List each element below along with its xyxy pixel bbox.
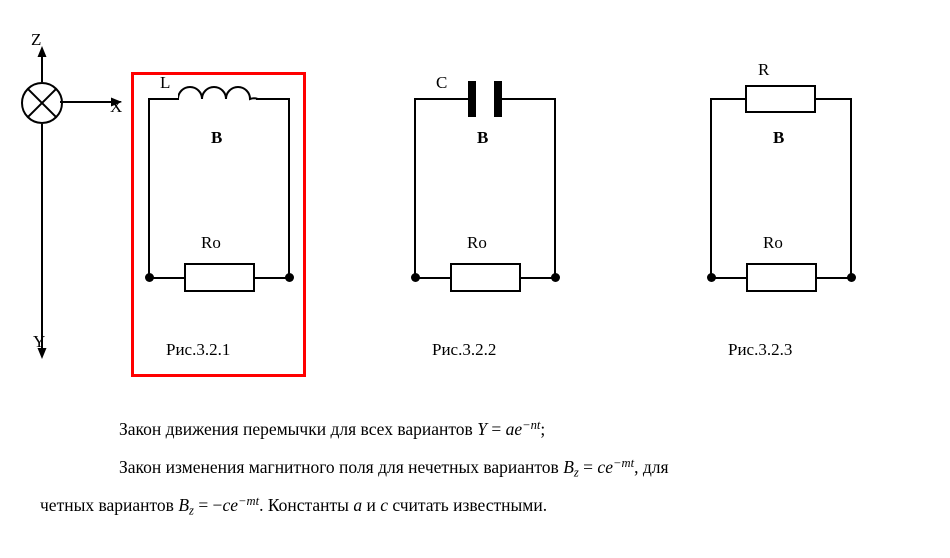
fig2-caption: Рис.3.2.2 <box>432 340 497 359</box>
fig1-resistor-ro <box>184 263 255 292</box>
fig1-wire-left <box>148 98 150 278</box>
fig3-node-left <box>707 273 716 282</box>
axis-label-z: Z <box>31 30 42 49</box>
fig2-node-left <box>411 273 420 282</box>
fig3-wire-right <box>850 98 852 278</box>
fig2-resistor-ro <box>450 263 521 292</box>
fig3-wire-top-left <box>710 98 745 100</box>
fig2-wire-top-right <box>502 98 556 100</box>
formula-2-exp: −mt <box>612 456 635 470</box>
fig2-capacitor-label: C <box>436 73 448 92</box>
fig3-resistor-ro <box>746 263 817 292</box>
fig1-inductor-label: L <box>160 73 171 92</box>
formula-1-e: e <box>514 418 523 439</box>
crossed-circle-icon <box>19 80 65 126</box>
text-line-3-and: и <box>362 494 381 515</box>
constant-a: a <box>353 494 363 515</box>
fig2-node-right <box>551 273 560 282</box>
fig1-resistor-label: Ro <box>201 233 221 252</box>
text-line-1-suffix: ; <box>540 418 546 439</box>
fig2-wire-right <box>554 98 556 278</box>
text-line-2-suffix: , для <box>634 456 669 477</box>
constant-c: c <box>380 494 388 515</box>
fig1-wire-right <box>288 98 290 278</box>
fig1-node-left <box>145 273 154 282</box>
text-line-3-mid: . Константы <box>259 494 354 515</box>
fig3-resistor-label: Ro <box>763 233 783 252</box>
fig2-wire-top-left <box>414 98 468 100</box>
text-line-1-prefix: Закон движения перемычки для всех вариантов <box>119 418 478 439</box>
formula-3-e: e <box>230 494 238 515</box>
text-line-3-prefix: четных вариантов <box>40 494 179 515</box>
formula-3-exp: −mt <box>238 494 260 508</box>
text-line-1 <box>119 418 545 440</box>
text-line-3-suffix: считать известными. <box>387 494 548 515</box>
fig2-wire-left <box>414 98 416 278</box>
fig3-wire-left <box>710 98 712 278</box>
fig2-resistor-label: Ro <box>467 233 487 252</box>
formula-3-eq: = − <box>193 494 223 515</box>
text-line-3 <box>40 494 547 518</box>
fig1-caption: Рис.3.2.1 <box>166 340 231 359</box>
fig3-field-label: B <box>773 128 785 147</box>
fig2-capacitor-plate-right <box>494 81 502 117</box>
text-line-2-prefix: Закон изменения магнитного поля для нечетных вариантов <box>119 456 564 477</box>
inductor-coil-icon <box>178 84 258 106</box>
formula-3-b: B <box>178 494 190 515</box>
formula-2-c: c <box>597 456 606 477</box>
formula-1-exp: −nt <box>522 418 541 432</box>
formula-1-var: Y <box>477 418 487 439</box>
formula-2-eq: = <box>578 456 598 477</box>
formula-2-bsub: z <box>573 465 579 480</box>
formula-2-b: B <box>563 456 574 477</box>
fig3-wire-top-right <box>816 98 852 100</box>
fig1-wire-top-left <box>148 98 179 100</box>
formula-2-e: e <box>605 456 613 477</box>
fig3-caption: Рис.3.2.3 <box>728 340 793 359</box>
formula-1-a: a <box>505 418 515 439</box>
formula-3-c: c <box>222 494 231 515</box>
axis-arrow-z <box>35 46 49 82</box>
fig3-resistor-top-label: R <box>758 60 770 79</box>
formula-3-bsub: z <box>189 503 194 518</box>
figure-1-highlight <box>131 72 306 377</box>
axis-label-y: Y <box>33 332 46 351</box>
fig1-wire-top-right <box>256 98 290 100</box>
fig3-node-right <box>847 273 856 282</box>
formula-1-eq: = <box>486 418 506 439</box>
axis-label-x: X <box>110 97 123 116</box>
text-line-2 <box>119 456 669 480</box>
axis-arrow-y <box>35 124 49 359</box>
fig1-field-label: B <box>211 128 223 147</box>
fig3-resistor-r <box>745 85 816 113</box>
fig2-field-label: B <box>477 128 489 147</box>
fig1-node-right <box>285 273 294 282</box>
fig2-capacitor-plate-left <box>468 81 476 117</box>
